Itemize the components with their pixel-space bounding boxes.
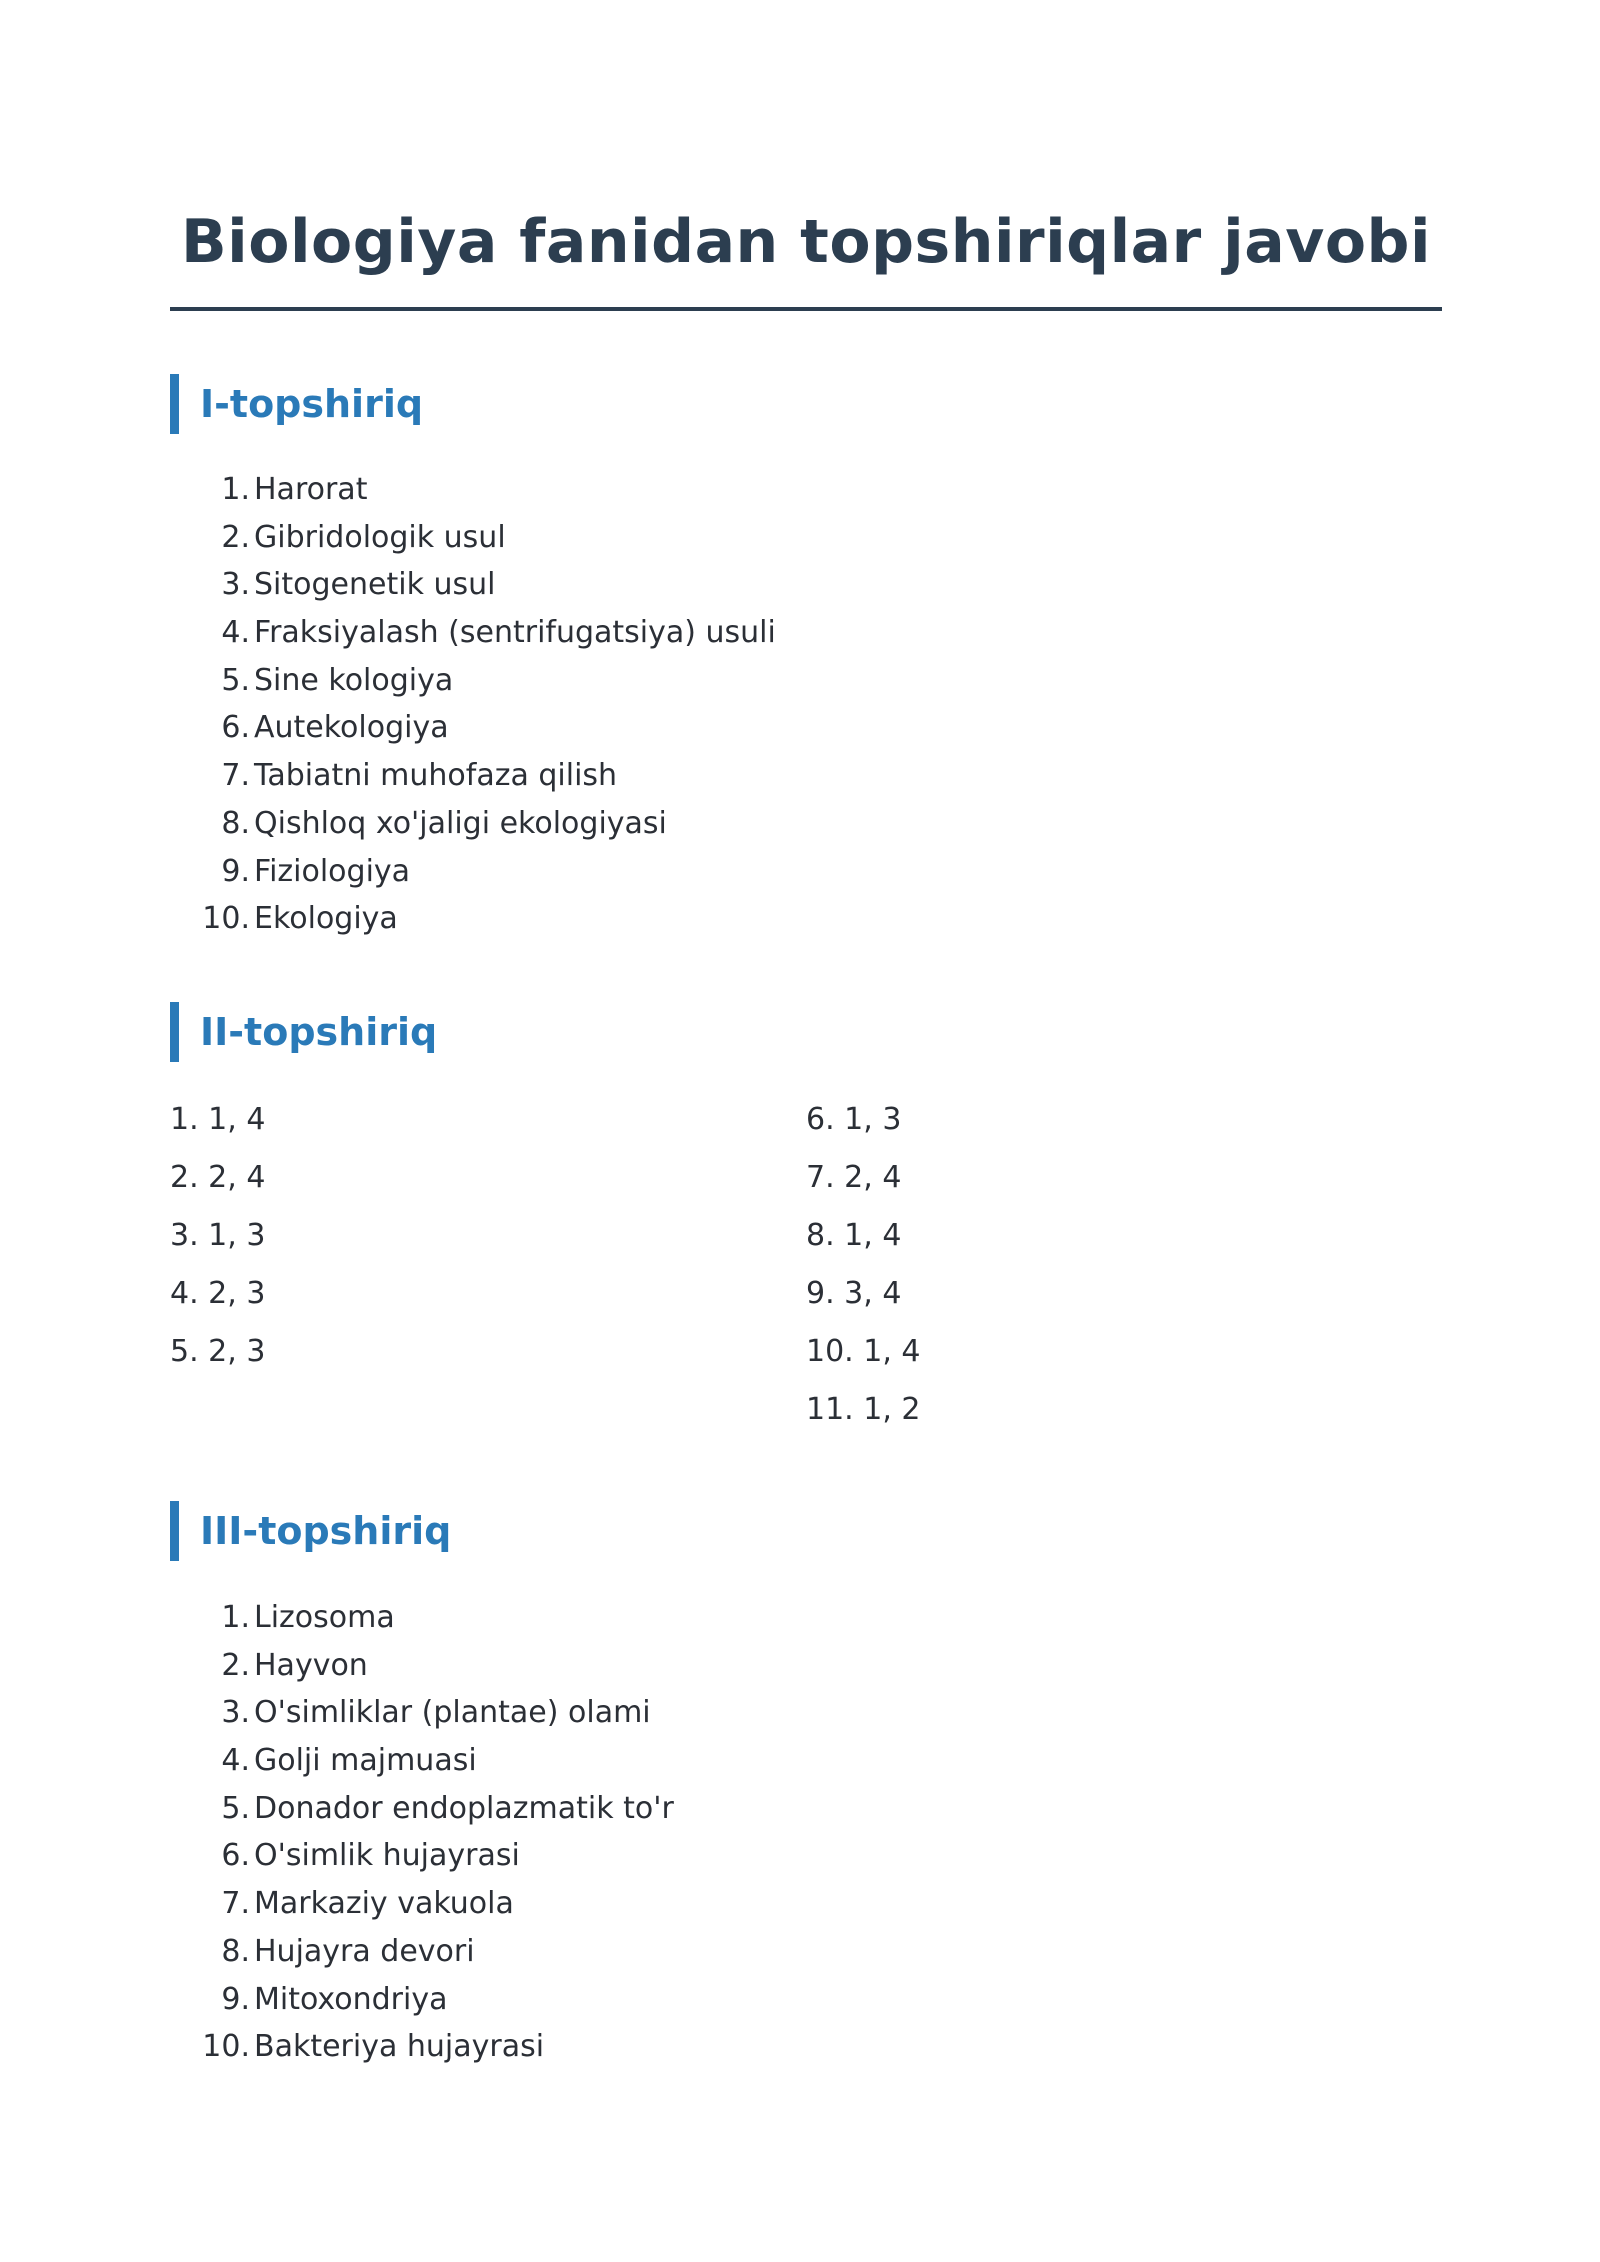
list-item: 7. 2, 4 bbox=[806, 1160, 902, 1195]
section-title-3: III-topshiriq bbox=[200, 1509, 452, 1553]
list-item: 5. 2, 3 bbox=[170, 1334, 266, 1369]
section-title-2: II-topshiriq bbox=[200, 1010, 438, 1054]
section-heading-3 bbox=[170, 1501, 451, 1561]
section-heading-2 bbox=[170, 1002, 437, 1062]
list-item: 9. 3, 4 bbox=[806, 1276, 902, 1311]
list-item: 5. Sine kologiya bbox=[221, 662, 454, 698]
list-item: 3. 1, 3 bbox=[170, 1218, 266, 1253]
list-item: 7. Markaziy vakuola bbox=[221, 1886, 514, 1922]
list-item: 6. O'simlik hujayrasi bbox=[221, 1838, 520, 1874]
list-item: 4. 2, 3 bbox=[170, 1276, 266, 1311]
list-item: 1. Lizosoma bbox=[221, 1600, 395, 1635]
section-3-answer-list bbox=[170, 1594, 674, 2071]
list-item: 3. O'simliklar (plantae) olami bbox=[221, 1695, 651, 1731]
list-item: 2. Gibridologik usul bbox=[221, 519, 506, 555]
list-item: 2. 2, 4 bbox=[170, 1160, 266, 1195]
list-item: 3. Sitogenetik usul bbox=[221, 567, 496, 603]
list-item: 1. Harorat bbox=[221, 472, 368, 507]
document-title: Biologiya fanidan topshiriqlar javobi bbox=[180, 207, 1432, 277]
list-item: 8. Qishloq xo'jaligi ekologiyasi bbox=[221, 805, 667, 841]
list-item: 4. Fraksiyalash (sentrifugatsiya) usuli bbox=[221, 615, 776, 651]
section-accent-bar bbox=[170, 1002, 179, 1062]
list-item: 4. Golji majmuasi bbox=[221, 1743, 477, 1779]
list-item: 8. Hujayra devori bbox=[221, 1933, 475, 1969]
section-accent-bar bbox=[170, 374, 179, 434]
list-item: 9. Fiziologiya bbox=[221, 853, 411, 889]
list-item: 10. Bakteriya hujayrasi bbox=[202, 2029, 545, 2065]
section-1-answer-list bbox=[170, 466, 776, 943]
list-item: 6. 1, 3 bbox=[806, 1102, 902, 1137]
section-2-left-column bbox=[170, 1091, 265, 1381]
section-2-right-column bbox=[806, 1091, 921, 1439]
title-divider bbox=[170, 307, 1442, 311]
list-item: 6. Autekologiya bbox=[221, 710, 449, 746]
list-item: 1. 1, 4 bbox=[170, 1102, 266, 1137]
list-item: 7. Tabiatni muhofaza qilish bbox=[221, 758, 618, 794]
section-accent-bar bbox=[170, 1501, 179, 1561]
list-item: 10. 1, 4 bbox=[806, 1334, 921, 1369]
list-item: 8. 1, 4 bbox=[806, 1218, 902, 1253]
section-title-1: I-topshiriq bbox=[200, 382, 424, 426]
list-item: 10. Ekologiya bbox=[202, 901, 398, 937]
list-item: 2. Hayvon bbox=[221, 1647, 368, 1683]
section-heading-1 bbox=[170, 374, 423, 434]
list-item: 9. Mitoxondriya bbox=[221, 1981, 448, 2017]
list-item: 11. 1, 2 bbox=[806, 1392, 921, 1427]
list-item: 5. Donador endoplazmatik to'r bbox=[221, 1790, 674, 1826]
